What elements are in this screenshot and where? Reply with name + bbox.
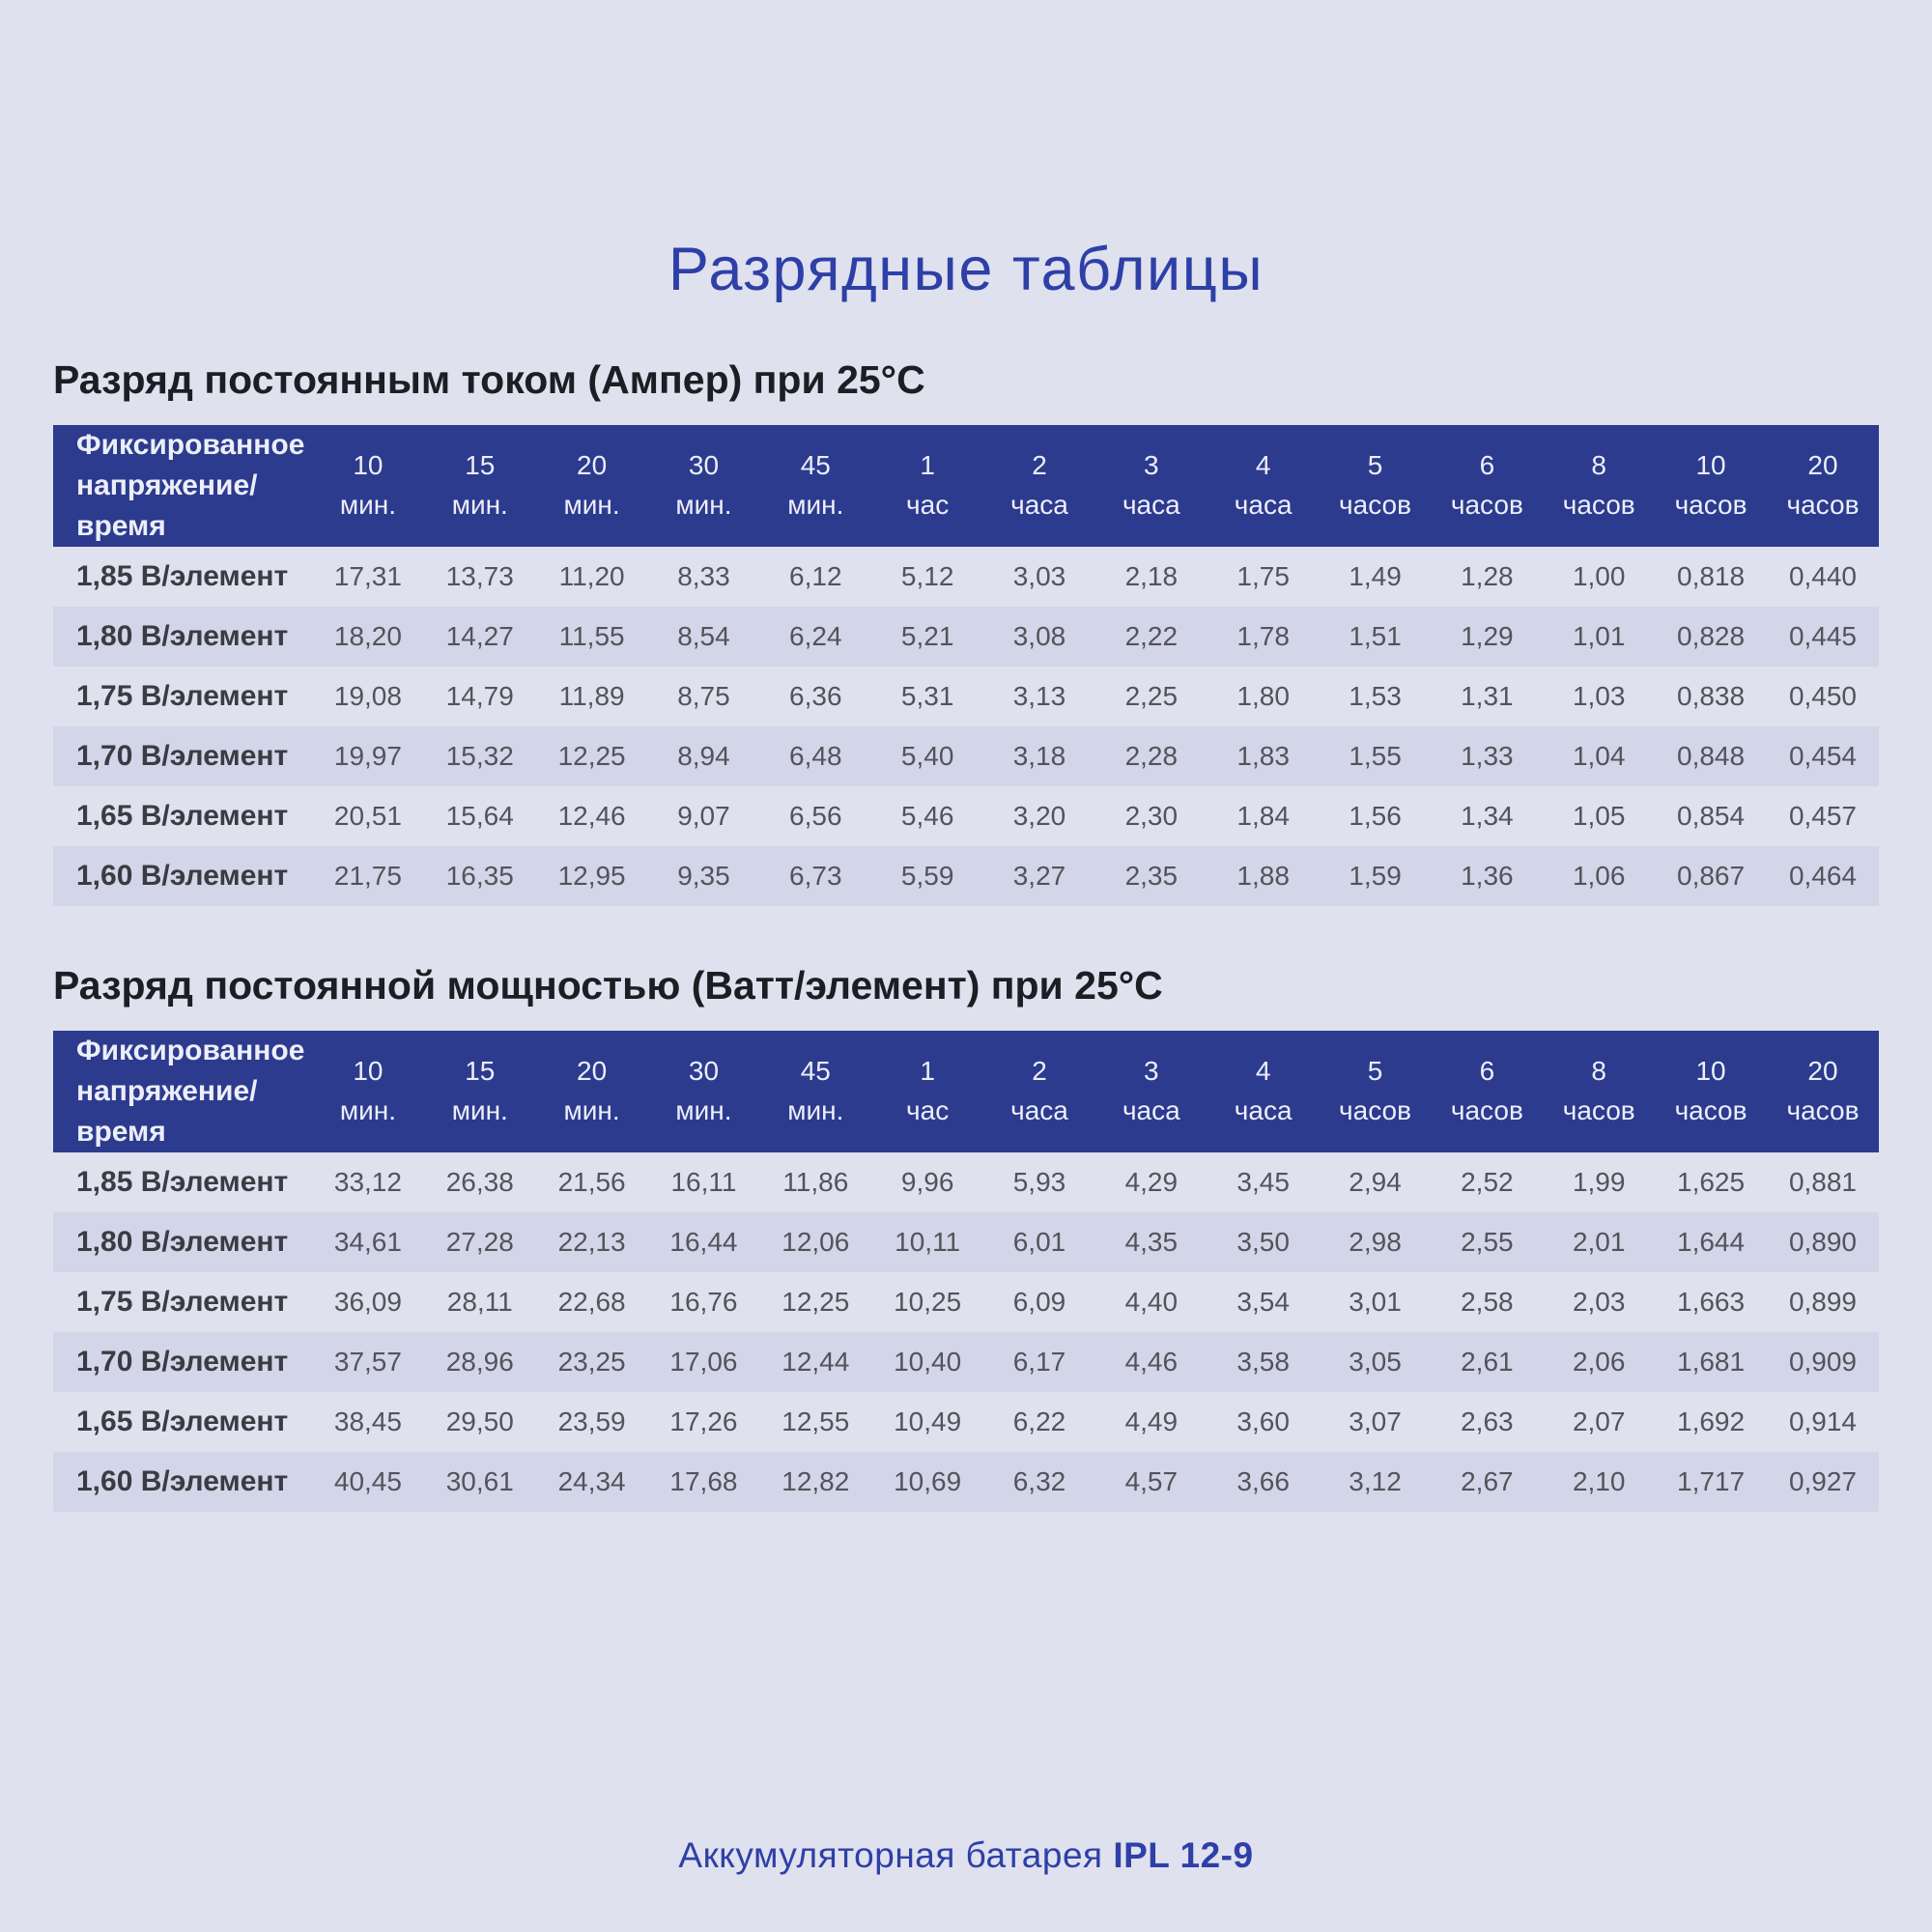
value-cell: 19,97 xyxy=(333,741,402,771)
time-value: 20 xyxy=(1807,450,1838,481)
value-cell: 24,34 xyxy=(557,1466,626,1496)
value-cell: 5,59 xyxy=(900,861,954,891)
value-cell: 5,46 xyxy=(900,801,954,831)
table-header-row xyxy=(53,425,1879,547)
value-cell: 1,33 xyxy=(1461,741,1514,771)
value-cell: 28,96 xyxy=(445,1347,514,1377)
value-cell: 2,10 xyxy=(1572,1466,1626,1496)
time-column-header xyxy=(983,1031,1095,1152)
value-cell: 9,96 xyxy=(900,1167,954,1197)
time-unit: часа xyxy=(1234,490,1293,520)
value-cell: 1,36 xyxy=(1461,861,1514,891)
time-unit: часов xyxy=(1562,1095,1635,1125)
time-column-header xyxy=(424,425,536,547)
value-cell: 33,12 xyxy=(333,1167,402,1197)
time-column-header xyxy=(1543,1031,1655,1152)
value-cell: 1,06 xyxy=(1572,861,1626,891)
row-label: 1,65 В/элемент xyxy=(76,1406,289,1437)
value-cell: 9,07 xyxy=(677,801,730,831)
value-cell: 2,52 xyxy=(1461,1167,1514,1197)
value-cell: 5,93 xyxy=(1012,1167,1066,1197)
table-body xyxy=(53,1152,1879,1512)
value-cell: 2,35 xyxy=(1124,861,1179,891)
time-unit: часов xyxy=(1786,1095,1860,1125)
value-cell: 3,03 xyxy=(1012,561,1066,591)
time-value: 15 xyxy=(465,450,496,481)
time-column-header xyxy=(1767,425,1879,547)
time-column-header xyxy=(871,425,983,547)
value-cell: 3,13 xyxy=(1012,681,1066,711)
value-cell: 16,76 xyxy=(669,1287,738,1317)
time-value: 10 xyxy=(1695,450,1726,481)
value-cell: 1,28 xyxy=(1461,561,1514,591)
table-row xyxy=(53,1272,1879,1332)
value-cell: 6,56 xyxy=(789,801,842,831)
value-cell: 1,01 xyxy=(1572,621,1626,651)
corner-header-cell: Фиксированное напряжение/время xyxy=(53,1031,312,1152)
value-cell: 11,86 xyxy=(782,1167,849,1197)
row-label: 1,75 В/элемент xyxy=(76,680,289,712)
table-header-row xyxy=(53,1031,1879,1152)
value-cell: 1,692 xyxy=(1677,1406,1746,1436)
value-cell: 8,33 xyxy=(677,561,730,591)
value-cell: 0,867 xyxy=(1677,861,1746,891)
time-unit: мин. xyxy=(675,490,732,520)
table-row xyxy=(53,786,1879,846)
value-cell: 1,04 xyxy=(1572,741,1626,771)
value-cell: 27,28 xyxy=(445,1227,514,1257)
time-column-header xyxy=(536,425,648,547)
table-row xyxy=(53,1332,1879,1392)
time-column-header xyxy=(871,1031,983,1152)
value-cell: 2,67 xyxy=(1461,1466,1514,1496)
time-value: 1 xyxy=(920,1056,935,1087)
value-cell: 28,11 xyxy=(446,1287,513,1317)
value-cell: 1,29 xyxy=(1461,621,1514,651)
value-cell: 0,914 xyxy=(1788,1406,1858,1436)
value-cell: 12,06 xyxy=(781,1227,850,1257)
value-cell: 6,12 xyxy=(789,561,842,591)
value-cell: 0,854 xyxy=(1677,801,1746,831)
time-value: 5 xyxy=(1367,1056,1383,1087)
value-cell: 19,08 xyxy=(333,681,402,711)
value-cell: 14,27 xyxy=(445,621,514,651)
value-cell: 1,83 xyxy=(1236,741,1290,771)
time-unit: часа xyxy=(1010,490,1068,520)
value-cell: 1,84 xyxy=(1236,801,1290,831)
table-header xyxy=(53,425,1879,547)
value-cell: 8,75 xyxy=(677,681,730,711)
time-value: 8 xyxy=(1591,450,1606,481)
value-cell: 1,717 xyxy=(1677,1466,1746,1496)
value-cell: 2,01 xyxy=(1572,1227,1626,1257)
time-column-header xyxy=(1208,425,1320,547)
value-cell: 3,54 xyxy=(1236,1287,1290,1317)
time-column-header xyxy=(536,1031,648,1152)
value-cell: 0,848 xyxy=(1677,741,1746,771)
value-cell: 0,454 xyxy=(1788,741,1858,771)
discharge-table-section-1 xyxy=(53,357,1879,906)
value-cell: 23,59 xyxy=(557,1406,626,1436)
time-unit: час xyxy=(906,1095,950,1125)
time-value: 3 xyxy=(1144,450,1159,481)
time-column-header xyxy=(1431,1031,1543,1152)
value-cell: 5,12 xyxy=(900,561,954,591)
time-unit: мин. xyxy=(339,490,396,520)
time-value: 2 xyxy=(1032,450,1047,481)
value-cell: 9,35 xyxy=(677,861,730,891)
value-cell: 15,32 xyxy=(445,741,514,771)
table-header xyxy=(53,1031,1879,1152)
value-cell: 1,88 xyxy=(1236,861,1290,891)
row-label: 1,75 В/элемент xyxy=(76,1286,289,1318)
value-cell: 2,03 xyxy=(1572,1287,1626,1317)
value-cell: 6,17 xyxy=(1012,1347,1066,1377)
value-cell: 16,11 xyxy=(670,1167,737,1197)
discharge-tables xyxy=(53,357,1879,1512)
value-cell: 8,54 xyxy=(677,621,730,651)
time-unit: часа xyxy=(1122,1095,1180,1125)
time-value: 10 xyxy=(1695,1056,1726,1087)
value-cell: 6,36 xyxy=(789,681,842,711)
value-cell: 0,838 xyxy=(1677,681,1746,711)
value-cell: 3,18 xyxy=(1012,741,1066,771)
value-cell: 16,35 xyxy=(445,861,514,891)
value-cell: 2,18 xyxy=(1124,561,1179,591)
time-column-header xyxy=(648,1031,760,1152)
row-label: 1,85 В/элемент xyxy=(76,1166,289,1198)
value-cell: 0,828 xyxy=(1677,621,1746,651)
value-cell: 0,464 xyxy=(1788,861,1858,891)
value-cell: 12,95 xyxy=(557,861,626,891)
time-column-header xyxy=(1095,1031,1208,1152)
value-cell: 3,05 xyxy=(1349,1347,1402,1377)
value-cell: 6,24 xyxy=(789,621,842,651)
value-cell: 1,31 xyxy=(1461,681,1514,711)
value-cell: 1,59 xyxy=(1349,861,1402,891)
value-cell: 12,25 xyxy=(557,741,626,771)
table-row xyxy=(53,1392,1879,1452)
corner-header-cell: Фиксированное напряжение/время xyxy=(53,425,312,547)
value-cell: 2,28 xyxy=(1124,741,1179,771)
time-value: 30 xyxy=(688,1056,720,1087)
time-unit: часов xyxy=(1339,1095,1411,1125)
value-cell: 2,55 xyxy=(1461,1227,1514,1257)
value-cell: 3,60 xyxy=(1236,1406,1290,1436)
time-unit: часов xyxy=(1786,490,1860,520)
value-cell: 3,66 xyxy=(1236,1466,1290,1496)
value-cell: 14,79 xyxy=(445,681,514,711)
table-row xyxy=(53,1152,1879,1212)
time-value: 45 xyxy=(800,1056,831,1087)
table-row xyxy=(53,726,1879,786)
value-cell: 34,61 xyxy=(333,1227,402,1257)
value-cell: 17,68 xyxy=(669,1466,738,1496)
value-cell: 3,58 xyxy=(1236,1347,1290,1377)
page-title: Разрядные таблицы xyxy=(668,236,1264,303)
page-footer xyxy=(0,1835,1932,1876)
value-cell: 3,20 xyxy=(1012,801,1066,831)
value-cell: 37,57 xyxy=(333,1347,402,1377)
time-column-header xyxy=(1655,1031,1767,1152)
time-value: 20 xyxy=(1807,1056,1838,1087)
value-cell: 2,63 xyxy=(1461,1406,1514,1436)
time-unit: часов xyxy=(1562,490,1635,520)
value-cell: 2,58 xyxy=(1461,1287,1514,1317)
time-unit: часов xyxy=(1450,490,1523,520)
time-value: 8 xyxy=(1591,1056,1606,1087)
time-column-header xyxy=(312,1031,424,1152)
row-label: 1,60 В/элемент xyxy=(76,1465,289,1497)
value-cell: 40,45 xyxy=(333,1466,402,1496)
time-unit: часов xyxy=(1674,490,1747,520)
value-cell: 8,94 xyxy=(677,741,730,771)
time-value: 3 xyxy=(1144,1056,1159,1087)
value-cell: 0,450 xyxy=(1788,681,1858,711)
time-column-header xyxy=(759,1031,871,1152)
value-cell: 6,01 xyxy=(1012,1227,1066,1257)
value-cell: 1,663 xyxy=(1677,1287,1746,1317)
time-unit: часа xyxy=(1010,1095,1068,1125)
time-unit: мин. xyxy=(451,490,508,520)
time-unit: мин. xyxy=(451,1095,508,1125)
value-cell: 23,25 xyxy=(557,1347,626,1377)
value-cell: 0,927 xyxy=(1788,1466,1858,1496)
time-value: 4 xyxy=(1255,450,1271,481)
value-cell: 3,45 xyxy=(1236,1167,1290,1197)
value-cell: 2,22 xyxy=(1124,621,1179,651)
value-cell: 12,25 xyxy=(781,1287,850,1317)
time-column-header xyxy=(1431,425,1543,547)
time-value: 20 xyxy=(577,450,608,481)
value-cell: 4,46 xyxy=(1124,1347,1179,1377)
value-cell: 0,818 xyxy=(1677,561,1746,591)
value-cell: 4,40 xyxy=(1124,1287,1179,1317)
time-column-header xyxy=(1095,425,1208,547)
time-column-header xyxy=(648,425,760,547)
time-value: 2 xyxy=(1032,1056,1047,1087)
table-row xyxy=(53,667,1879,726)
value-cell: 1,55 xyxy=(1349,741,1402,771)
time-value: 10 xyxy=(353,1056,384,1087)
value-cell: 17,26 xyxy=(669,1406,738,1436)
time-value: 20 xyxy=(577,1056,608,1087)
time-unit: часов xyxy=(1339,490,1411,520)
section-heading: Разряд постоянным током (Ампер) при 25°C xyxy=(53,357,925,402)
value-cell: 6,32 xyxy=(1012,1466,1066,1496)
value-cell: 11,55 xyxy=(558,621,625,651)
value-cell: 36,09 xyxy=(333,1287,402,1317)
value-cell: 1,49 xyxy=(1349,561,1402,591)
value-cell: 1,99 xyxy=(1572,1167,1626,1197)
value-cell: 1,00 xyxy=(1572,561,1626,591)
value-cell: 12,82 xyxy=(781,1466,850,1496)
value-cell: 1,80 xyxy=(1236,681,1290,711)
time-unit: мин. xyxy=(787,1095,844,1125)
time-value: 30 xyxy=(688,450,720,481)
row-label: 1,70 В/элемент xyxy=(76,1346,289,1378)
value-cell: 1,644 xyxy=(1677,1227,1746,1257)
value-cell: 4,49 xyxy=(1124,1406,1179,1436)
discharge-table-2 xyxy=(53,1031,1879,1512)
value-cell: 1,56 xyxy=(1349,801,1402,831)
value-cell: 22,68 xyxy=(557,1287,626,1317)
value-cell: 5,40 xyxy=(900,741,954,771)
row-label: 1,80 В/элемент xyxy=(76,1226,289,1258)
value-cell: 3,12 xyxy=(1349,1466,1402,1496)
value-cell: 17,06 xyxy=(669,1347,738,1377)
value-cell: 5,31 xyxy=(900,681,954,711)
time-column-header xyxy=(1543,425,1655,547)
value-cell: 20,51 xyxy=(333,801,402,831)
discharge-table-section-2 xyxy=(53,963,1879,1512)
time-column-header xyxy=(1767,1031,1879,1152)
time-unit: часа xyxy=(1122,490,1180,520)
value-cell: 1,51 xyxy=(1349,621,1402,651)
value-cell: 4,57 xyxy=(1124,1466,1179,1496)
value-cell: 3,01 xyxy=(1349,1287,1402,1317)
row-label: 1,80 В/элемент xyxy=(76,620,289,652)
value-cell: 12,46 xyxy=(557,801,626,831)
value-cell: 3,07 xyxy=(1349,1406,1402,1436)
value-cell: 6,73 xyxy=(789,861,842,891)
value-cell: 15,64 xyxy=(445,801,514,831)
value-cell: 2,06 xyxy=(1572,1347,1626,1377)
value-cell: 1,681 xyxy=(1677,1347,1746,1377)
value-cell: 10,40 xyxy=(894,1347,962,1377)
value-cell: 6,48 xyxy=(789,741,842,771)
value-cell: 3,08 xyxy=(1012,621,1066,651)
value-cell: 0,899 xyxy=(1788,1287,1858,1317)
value-cell: 1,34 xyxy=(1461,801,1514,831)
time-column-header xyxy=(424,1031,536,1152)
footer-battery-model: IPL 12-9 xyxy=(1113,1835,1254,1875)
row-label: 1,60 В/элемент xyxy=(76,860,289,892)
time-unit: мин. xyxy=(563,1095,620,1125)
value-cell: 10,49 xyxy=(894,1406,962,1436)
value-cell: 0,890 xyxy=(1788,1227,1858,1257)
time-unit: часа xyxy=(1234,1095,1293,1125)
time-column-header xyxy=(1320,425,1432,547)
value-cell: 22,13 xyxy=(557,1227,626,1257)
time-column-header xyxy=(983,425,1095,547)
time-unit: мин. xyxy=(563,490,620,520)
table-row xyxy=(53,1212,1879,1272)
time-unit: мин. xyxy=(675,1095,732,1125)
table-row xyxy=(53,607,1879,667)
value-cell: 17,31 xyxy=(333,561,402,591)
row-label: 1,85 В/элемент xyxy=(76,560,289,592)
value-cell: 0,909 xyxy=(1788,1347,1858,1377)
value-cell: 0,445 xyxy=(1788,621,1858,651)
value-cell: 2,25 xyxy=(1124,681,1179,711)
value-cell: 18,20 xyxy=(333,621,402,651)
value-cell: 0,457 xyxy=(1788,801,1858,831)
value-cell: 38,45 xyxy=(333,1406,402,1436)
value-cell: 2,30 xyxy=(1124,801,1179,831)
value-cell: 21,75 xyxy=(333,861,402,891)
value-cell: 1,75 xyxy=(1236,561,1290,591)
time-unit: часов xyxy=(1450,1095,1523,1125)
value-cell: 10,69 xyxy=(894,1466,962,1496)
time-unit: мин. xyxy=(787,490,844,520)
time-value: 5 xyxy=(1367,450,1383,481)
value-cell: 4,35 xyxy=(1124,1227,1179,1257)
value-cell: 3,27 xyxy=(1012,861,1066,891)
time-value: 15 xyxy=(465,1056,496,1087)
section-heading: Разряд постоянной мощностью (Ватт/элемент) при 25°C xyxy=(53,963,1163,1008)
value-cell: 21,56 xyxy=(557,1167,626,1197)
value-cell: 1,625 xyxy=(1677,1167,1746,1197)
table-row xyxy=(53,547,1879,607)
value-cell: 1,05 xyxy=(1572,801,1626,831)
value-cell: 3,50 xyxy=(1236,1227,1290,1257)
value-cell: 29,50 xyxy=(445,1406,514,1436)
value-cell: 6,09 xyxy=(1012,1287,1066,1317)
value-cell: 11,89 xyxy=(558,681,625,711)
time-value: 1 xyxy=(920,450,935,481)
time-value: 6 xyxy=(1479,1056,1495,1087)
value-cell: 12,55 xyxy=(781,1406,850,1436)
value-cell: 0,440 xyxy=(1788,561,1858,591)
row-label: 1,65 В/элемент xyxy=(76,800,289,832)
value-cell: 12,44 xyxy=(781,1347,850,1377)
value-cell: 1,03 xyxy=(1572,681,1626,711)
value-cell: 2,61 xyxy=(1461,1347,1514,1377)
value-cell: 1,78 xyxy=(1236,621,1290,651)
value-cell: 0,881 xyxy=(1788,1167,1858,1197)
value-cell: 2,98 xyxy=(1349,1227,1402,1257)
value-cell: 16,44 xyxy=(669,1227,738,1257)
value-cell: 10,25 xyxy=(894,1287,962,1317)
table-body xyxy=(53,547,1879,906)
value-cell: 1,53 xyxy=(1349,681,1402,711)
footer-battery-label: Аккумуляторная батарея xyxy=(678,1835,1114,1875)
time-column-header xyxy=(759,425,871,547)
value-cell: 13,73 xyxy=(445,561,514,591)
value-cell: 26,38 xyxy=(445,1167,514,1197)
table-row xyxy=(53,1452,1879,1512)
value-cell: 4,29 xyxy=(1124,1167,1179,1197)
value-cell: 11,20 xyxy=(558,561,625,591)
value-cell: 30,61 xyxy=(445,1466,514,1496)
time-unit: часов xyxy=(1674,1095,1747,1125)
time-unit: час xyxy=(906,490,950,520)
time-column-header xyxy=(312,425,424,547)
value-cell: 2,07 xyxy=(1572,1406,1626,1436)
table-row xyxy=(53,846,1879,906)
time-value: 45 xyxy=(800,450,831,481)
time-value: 10 xyxy=(353,450,384,481)
time-value: 6 xyxy=(1479,450,1495,481)
value-cell: 5,21 xyxy=(900,621,954,651)
time-unit: мин. xyxy=(339,1095,396,1125)
row-label: 1,70 В/элемент xyxy=(76,740,289,772)
time-column-header xyxy=(1320,1031,1432,1152)
value-cell: 6,22 xyxy=(1012,1406,1066,1436)
value-cell: 10,11 xyxy=(895,1227,961,1257)
time-column-header xyxy=(1655,425,1767,547)
time-value: 4 xyxy=(1255,1056,1271,1087)
time-column-header xyxy=(1208,1031,1320,1152)
discharge-table-1 xyxy=(53,425,1879,906)
value-cell: 2,94 xyxy=(1349,1167,1402,1197)
